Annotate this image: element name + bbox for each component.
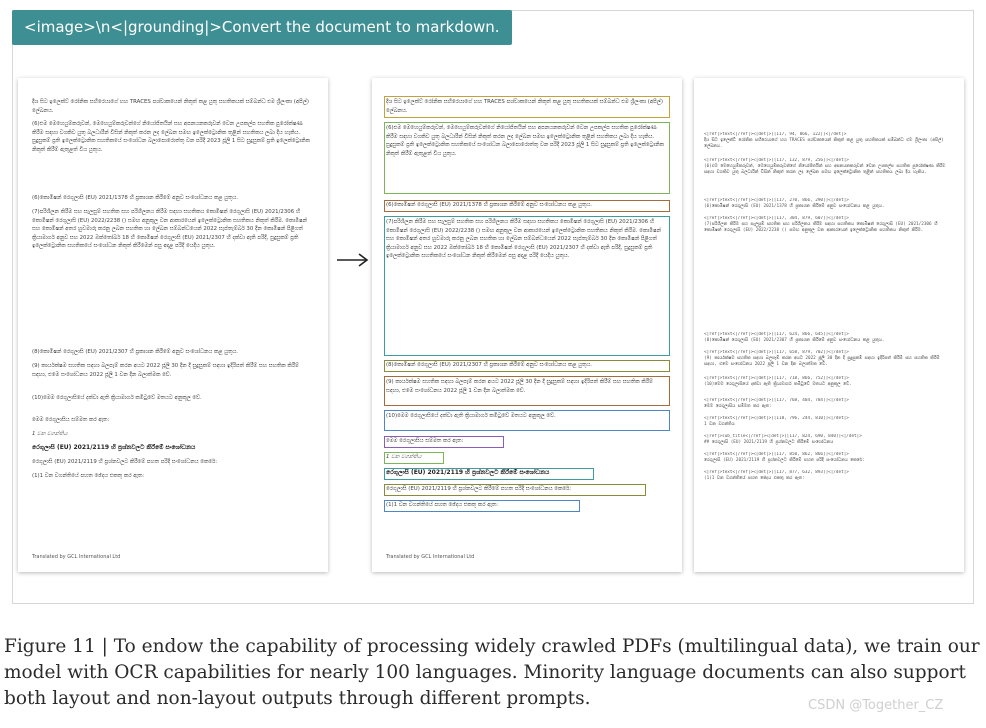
grounded-paragraph-4: (7)පරිශීලන කිරීම සහ සැලසුම් සහතික සහ පරිශීලනය කිරීම සඳහා සහතිකය කොමිෂන් රෙගුලාසි (EU) 2021/2306 හි කොමිෂන් රෙගුලාසි (EU) 2022/2238 () සමඟ අනුකූල වන ආකාරයෙන් ඉලෙක්ට්‍රොනික සහතිකය නිකුත් කිරීම. කොමිෂන් සහ කොමිෂන් අතර හුවමාරු කරනු ලබන සහතික හා ලේඛන සම්බන්ධයෙන් 2022 සැප්තැම්බර් 30 දින කොමිෂන් පිළිගත් ක්‍රියාමාර්ග අනුව සහ 2022 ඔක්තෝබර් 18 හි කොමිෂන් රෙගුලාසි (EU) 2021/2307 හි දක්වා ඇති පරිදි, සුදුසුකම් ප්‍රති ඉලෙක්ට්‍රොනික සහතිකයේ සංශෝධන නිකුත් කිරීමෙන් පසු අදාළ පරිදි යෙදිය යුතුය. [386,219,662,260]
markdown-block-7: <|ref|>text<|/ref|><|det|>[[117, 718, 866, 752]]<|/det|> (10)මෙම රෙගුලාසියේ දක්වා ඇති ක්‍රියාමාර්ග කමිටුවේ මතයට අනුකූල වේ. [704,376,852,387]
markdown-output-page [694,78,964,572]
figure-caption: Figure 11 | To endow the capability of processing widely crawled PDFs (multilingual data), we train our model with OCR capabilities for nearly 100 languages. Minority language documents can also support both layout and non-layout outputs through different prompts. [4,636,980,709]
paragraph-9: 1 වන වගන්තිය [32,431,68,437]
paragraph-12: (1)1 වන වගන්තියේ පහත ඡේදය එකතු කර ඇත: [32,473,145,479]
markdown-block-1: <|ref|>text<|/ref|><|det|>[[117, 94, 866, 122]]<|/det|> දිශ සිට ඉලෙක්ට් රෝනික සහිරෙයාගේ හහ TRACES පශ්චාකයෙන් නිකුත් කළ යුතු සහතිකයක් සම්බන්ධ එම ශ්‍රීලංකා (අපිල්) ලේඛනය. [704,132,944,149]
markdown-block-4: <|ref|>text<|/ref|><|det|>[[117, 304, 879, 607]]<|/det|> (7)පරිශීලන කිරීම සහ සැලසුම් සහතික සහ පරිශීලනය කිරීම සඳහා සහතිකය කොමිෂන් රෙගුලාසි (EU) 2021/2306 හි කොමිෂන් රෙගුලාසි (EU) 2022/2238 () සමඟ අනුකූල වන ආකාරයෙන් ඉලෙක්ට්‍රොනික සහතිකය නිකුත් කිරීම. [704,216,938,233]
markdown-block-12: <|ref|>text<|/ref|><|det|>[[117, 877, 632, 893]]<|/det|> (1)1 වන වගන්තියේ පහත ඡේදය එකතු කර ඇත: [704,470,849,481]
page-footer: Translated by GCL International Ltd [386,554,475,560]
paragraph-6: (9) කාර්යක්ෂම සහතික සඳහා බලපෑම් කරන අයට 2022 ජූලි 30 දින දී සුදුසුකම් සඳහා ඉදිරිපත් කිරීම් සහ සහතික කිරීම් සඳහා, එමෙ සංශෝධනය 2022 ජූලි 1 වන දින බලාත්මක වේ. [32,363,299,378]
markdown-block-11: <|ref|>text<|/ref|><|det|>[[117, 850, 862, 866]]<|/det|> රෙගුලාසි (EU) 2021/2119 හි ප්‍රශ්නවලට කිරීමේ පහත පරිදි සංශෝධනය කෙරේ: [704,452,865,463]
grounded-paragraph-8: මෙම රෙගුලාසිය සම්මත කර ඇත: [386,438,464,444]
markdown-block-2: <|ref|>text<|/ref|><|det|>[[117, 132, 879, 256]]<|/det|> (6)එම මෙහෙයුම්කරුවන්, මෙහෙයුම්කරුවන්ගේ නියෝජිතයින් සහ අපනයනකරුවන් වෙන උපකල්ප සහතික පුරෝක්ෂණ කිරීම සඳහා වගකිව යුතු බලධාරීන් විසින් නිකුත් කරන ලද ලේඛන සමඟ ඉලෙක්ට්‍රොනික තුළින් සහතිකය ලබා දිය හැකිය. [704,158,946,175]
paragraph-8: මෙම රෙගුලාසිය සම්මත කර ඇත: [32,417,110,423]
grounded-paragraph-11: රෙගුලාසි (EU) 2021/2119 හි ප්‍රශ්නවලට කිරීමේ පහත පරිදි සංශෝධනය කෙරේ: [386,486,572,492]
markdown-block-10: <|ref|>sub_title<|/ref|><|det|>[[117, 824, 690, 840]]<|/det|> ## රෙගුලාසි (EU) 2021/2119 හි ප්‍රශ්නවලට කිරීමේ සංශෝධනය [704,434,862,445]
grounded-paragraph-12: (1)1 වන වගන්තියේ පහත ඡේදය එකතු කර ඇත: [386,502,499,508]
paragraph-3: (6)කොමිෂන් රෙගුලාසි (EU) 2021/1378 හි ප්‍රකාශන කිරීමේ අනුව සංශෝධනය කළ යුතුය. [32,195,239,201]
page-footer: Translated by GCL International Ltd [32,554,121,560]
paragraph-2: (6)එම මෙහෙයුම්කරුවන්, මෙහෙයුම්කරුවන්ගේ නියෝජිතයින් සහ අපනයනකරුවන් වෙන උපකල්ප සහතික පුරෝක්ෂණ කිරීම සඳහා වගකිව යුතු බලධාරීන් විසින් නිකුත් කරන ලද ලේඛන සමඟ ඉලෙක්ට්‍රොනික තුළින් සහතිකය ලබා දිය හැකිය. සුදුසුකම් ප්‍රති ඉලෙක්ට්‍රොනික සහතිකයේ සංශෝධන බලාපොරොත්තු වන පරිදි 2023 ජූලි 1 සිට සුදුසුකම් ප්‍රති ඉලෙක්ට්‍රොනික නිකුත් කිරීම් ඇතුළත් විය යුතුය. [32,121,310,153]
grounded-paragraph-7: (10)මෙම රෙගුලාසියේ දක්වා ඇති ක්‍රියාමාර්ග කමිටුවේ මතයට අනුකූල වේ. [386,413,556,419]
grounded-paragraph-6: (9) කාර්යක්ෂම සහතික සඳහා බලපෑම් කරන අයට 2022 ජූලි 30 දින දී සුදුසුකම් සඳහා ඉදිරිපත් කිරීම් සහ සහතික කිරීම් සඳහා, එමෙ සංශෝධනය 2022 ජූලි 1 වන දින බලාත්මක වේ. [386,379,653,394]
paragraph-1: දිශ සිට ඉලෙක්ට් රෝනික සහිරෙයාගේ හහ TRACES පශ්චාකයෙන් නිකුත් කළ යුතු සහතිකයක් සම්බන්ධ එම ශ්‍රීලංකා (අපිල්) ලේඛනය. [32,99,310,114]
markdown-block-3: <|ref|>text<|/ref|><|det|>[[117, 270, 866, 290]]<|/det|> (6)කොමිෂන් රෙගුලාසි (EU) 2021/1378 හි ප්‍රකාශන කිරීමේ අනුව සංශෝධනය කළ යුතුය. [704,198,885,209]
grounded-document-page [372,78,682,572]
grounded-paragraph-3: (6)කොමිෂන් රෙගුලාසි (EU) 2021/1378 හි ප්‍රකාශන කිරීමේ අනුව සංශෝධනය කළ යුතුය. [386,202,593,208]
markdown-block-9: <|ref|>text<|/ref|><|det|>[[118, 796, 244, 810]]<|/det|> 1 වන වගන්තිය [704,416,849,427]
grounded-paragraph-1: දිශ සිට ඉලෙක්ට් රෝනික සහිරෙයාගේ හහ TRACES පශ්චාකයෙන් නිකුත් කළ යුතු සහතිකයක් සම්බන්ධ එම ශ්‍රීලංකා (අපිල්) ලේඛනය. [386,99,664,114]
source-document-page [18,78,328,572]
right-arrow-icon [336,250,370,270]
paragraph-4: (7)පරිශීලන කිරීම සහ සැලසුම් සහතික සහ පරිශීලනය කිරීම සඳහා සහතිකය කොමිෂන් රෙගුලාසි (EU) 2021/2306 හි කොමිෂන් රෙගුලාසි (EU) 2022/2238 () සමඟ අනුකූල වන ආකාරයෙන් ඉලෙක්ට්‍රොනික සහතිකය නිකුත් කිරීම. කොමිෂන් සහ කොමිෂන් අතර හුවමාරු කරනු ලබන සහතික හා ලේඛන සම්බන්ධයෙන් 2022 සැප්තැම්බර් 30 දින කොමිෂන් පිළිගත් ක්‍රියාමාර්ග අනුව සහ 2022 ඔක්තෝබර් 18 හි කොමිෂන් රෙගුලාසි (EU) 2021/2307 හි දක්වා ඇති පරිදි, සුදුසුකම් ප්‍රති ඉලෙක්ට්‍රොනික සහතිකයේ සංශෝධන නිකුත් කිරීමෙන් පසු අදාළ පරිදි යෙදිය යුතුය. [32,209,308,250]
grounded-paragraph-5: (8)කොමිෂන් රෙගුලාසි (EU) 2021/2307 හි ප්‍රකාශන කිරීමේ අනුව සංශෝධනය කළ යුතුය. [386,362,593,368]
watermark: CSDN @Together_CZ [808,698,944,713]
paragraph-5: (8)කොමිෂන් රෙගුලාසි (EU) 2021/2307 හි ප්‍රකාශන කිරීමේ අනුව සංශෝධනය කළ යුතුය. [32,349,239,355]
paragraph-7: (10)මෙම රෙගුලාසියේ දක්වා ඇති ක්‍රියාමාර්ග කමිටුවේ මතයට අනුකූල වේ. [32,395,202,401]
paragraph-11: රෙගුලාසි (EU) 2021/2119 හි ප්‍රශ්නවලට කිරීමේ පහත පරිදි සංශෝධනය කෙරේ: [32,459,218,465]
grounded-paragraph-10: රෙගුලාසි (EU) 2021/2119 හි ප්‍රශ්නවලට කිරීමේ සංශෝධනය [386,469,550,476]
prompt-banner: <image>\n<|grounding|>Convert the document to markdown. [12,10,512,45]
grounded-paragraph-9: 1 වන වගන්තිය [386,454,422,460]
markdown-block-5: <|ref|>text<|/ref|><|det|>[[117, 624, 866, 645]]<|/det|> (8)කොමිෂන් රෙගුලාසි (EU) 2021/2307 හි ප්‍රකාශන කිරීමේ අනුව සංශෝධනය කළ යුතුය. [704,332,885,343]
markdown-block-6: <|ref|>text<|/ref|><|det|>[[117, 658, 879, 702]]<|/det|> (9) කාර්යක්ෂම සහතික සඳහා බලපෑම් කරන අයට 2022 ජූලි 30 දින දී සුදුසුකම් සඳහා ඉදිරිපත් කිරීම් සහ සහතික කිරීම් සඳහා, එමෙ සංශෝධනය 2022 ජූලි 1 වන දින බලාත්මක වේ. [704,350,940,367]
paragraph-10: රෙගුලාසි (EU) 2021/2119 හි ප්‍රශ්නවලට කිරීමේ සංශෝධනය [32,444,196,451]
grounded-paragraph-2: (6)එම මෙහෙයුම්කරුවන්, මෙහෙයුම්කරුවන්ගේ නියෝජිතයින් සහ අපනයනකරුවන් වෙන උපකල්ප සහතික පුරෝක්ෂණ කිරීම සඳහා වගකිව යුතු බලධාරීන් විසින් නිකුත් කරන ලද ලේඛන සමඟ ඉලෙක්ට්‍රොනික තුළින් සහතිකය ලබා දිය හැකිය. සුදුසුකම් ප්‍රති ඉලෙක්ට්‍රොනික සහතිකයේ සංශෝධන බලාපොරොත්තු වන පරිදි 2023 ජූලි 1 සිට සුදුසුකම් ප්‍රති ඉලෙක්ට්‍රොනික නිකුත් කිරීම් ඇතුළත් විය යුතුය. [386,125,664,157]
markdown-block-8: <|ref|>text<|/ref|><|det|>[[117, 768, 404, 784]]<|/det|> මෙම රෙගුලාසිය සම්මත කර ඇත: [704,398,849,409]
